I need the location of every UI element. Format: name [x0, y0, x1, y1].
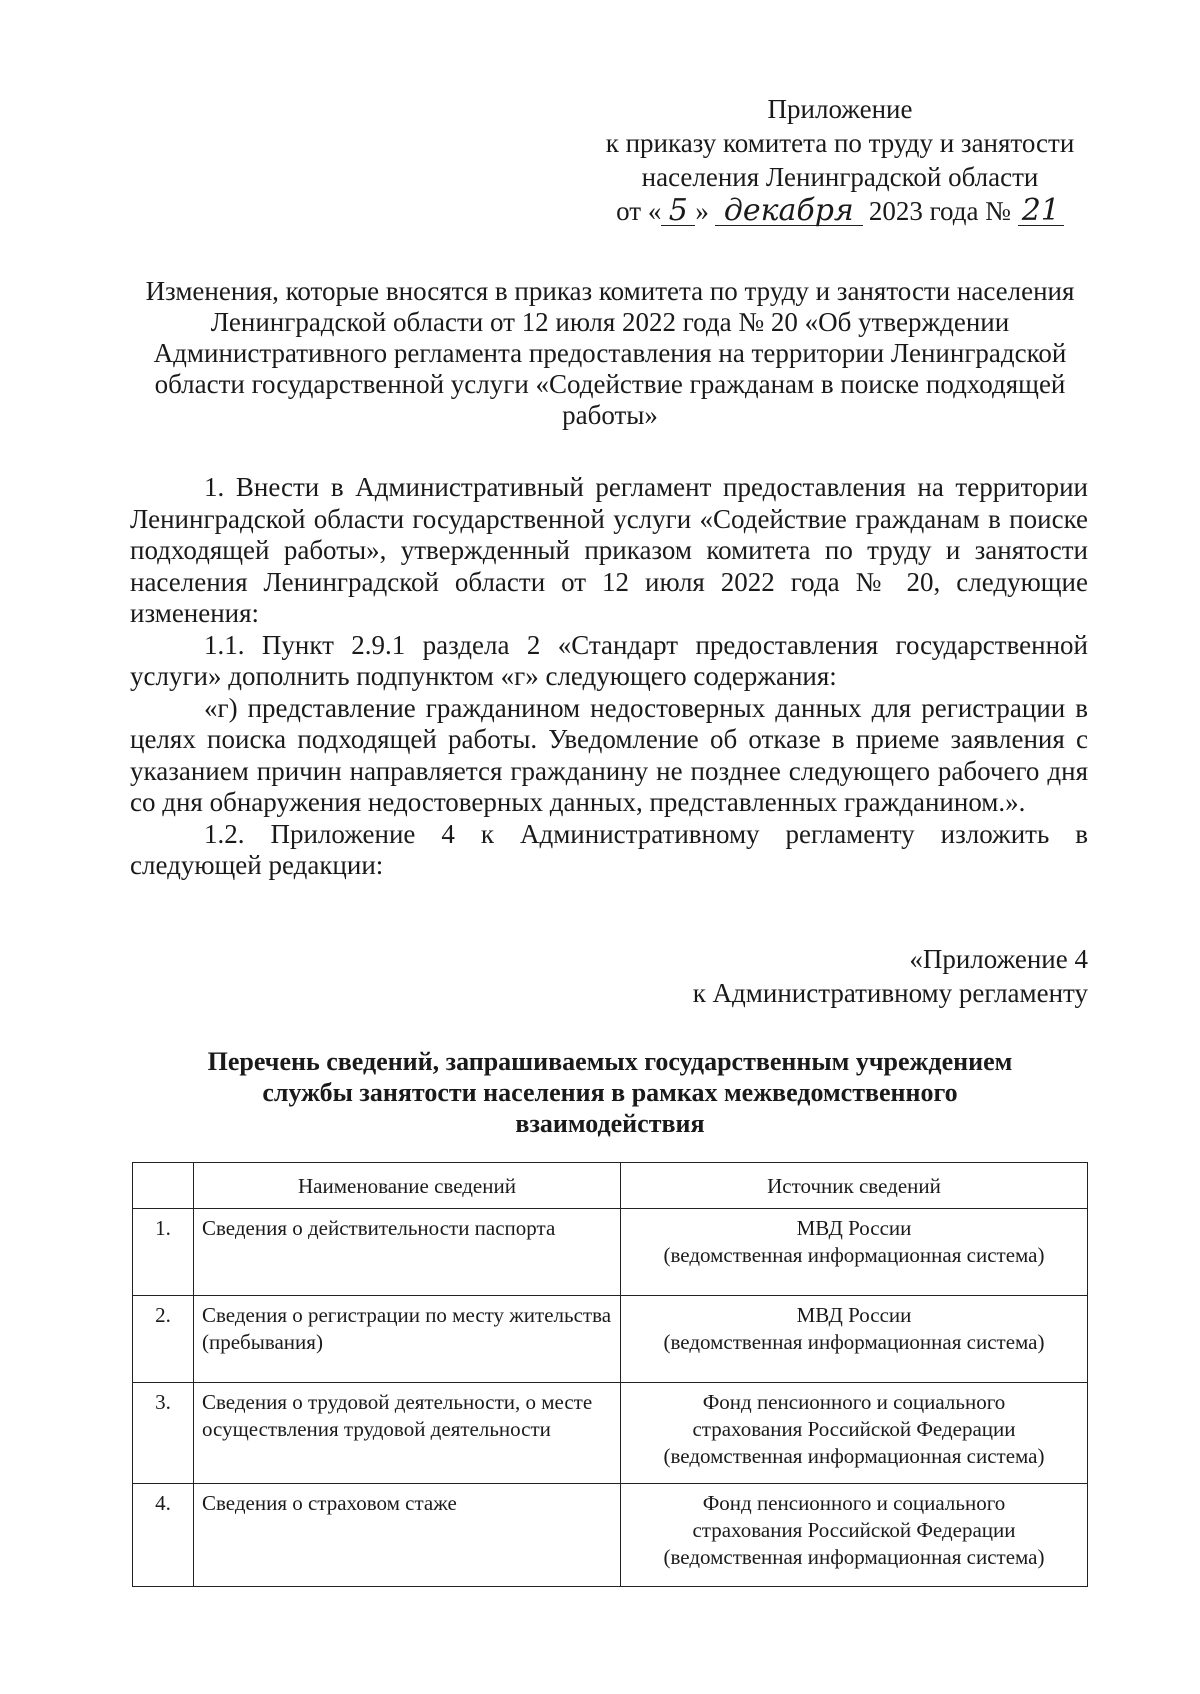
list-title-line: взаимодействия: [515, 1109, 705, 1138]
row-name: Сведения о трудовой деятельности, о месте осуществления трудовой деятельности: [194, 1383, 621, 1484]
info-table: [132, 1162, 1088, 1587]
source-line: (ведомственная информационная система): [663, 1243, 1045, 1267]
appendix-order-line: к приказу комитета по труду и занятости: [605, 128, 1075, 158]
row-name: Сведения о страховом стаже: [194, 1484, 621, 1587]
date-year: 2023 года №: [868, 196, 1011, 226]
row-source: [621, 1484, 1088, 1587]
source-line: МВД России: [796, 1303, 912, 1327]
row-name: Сведения о регистрации по месту жительства (пребывания): [194, 1296, 621, 1383]
document-title: Изменения, которые вносятся в приказ комитета по труду и занятости населения Ленинградской области от 12 июля 2022 года № 20 «Об утверждении Административного регламента предоставления на территории Ленинградской области государственной услуги «Содействие гражданам в поиске подходящей работы»: [145, 276, 1075, 430]
handwritten-month: декабря: [715, 197, 863, 226]
paragraph-1-1: 1.1. Пункт 2.9.1 раздела 2 «Стандарт предоставления государственной услуги» дополнить подпунктом «г» следующего содержания:: [130, 629, 1088, 691]
info-table-wrapper: [132, 1162, 1088, 1587]
source-line: Фонд пенсионного и социального: [702, 1390, 1006, 1414]
row-source: [621, 1209, 1088, 1296]
date-mid: »: [695, 196, 709, 226]
table-row: [133, 1209, 1088, 1296]
row-name: Сведения о действительности паспорта: [194, 1209, 621, 1296]
header-name: Наименование сведений: [194, 1163, 621, 1209]
row-number: 4.: [133, 1484, 194, 1587]
header-source: Источник сведений: [621, 1163, 1088, 1209]
table-row: [133, 1484, 1088, 1587]
table-row: [133, 1296, 1088, 1383]
table-header-row: [133, 1163, 1088, 1209]
row-number: 2.: [133, 1296, 194, 1383]
sub-appendix-label: «Приложение 4: [909, 944, 1088, 974]
handwritten-day: 5: [661, 197, 695, 226]
appendix-date-line: [560, 194, 1120, 228]
handwritten-order-number: 21: [1018, 197, 1064, 226]
sub-appendix-header: [560, 942, 1088, 1010]
body-text: [130, 472, 1088, 882]
paragraph-subitem-g: «г) представление гражданином недостоверных данных для регистрации в целях поиска подходящей работы. Уведомление об отказе в приеме заявления с указанием причин направляется гражданину не позднее следующего рабочего дня со дня обнаружения недостоверных данных, представленных гражданином.».: [130, 692, 1088, 817]
row-number: 1.: [133, 1209, 194, 1296]
appendix-header: [560, 92, 1120, 228]
source-line: (ведомственная информационная система): [663, 1330, 1045, 1354]
appendix-region-line: населения Ленинградской области: [641, 162, 1039, 192]
list-title: [130, 1046, 1090, 1139]
date-prefix: от «: [616, 196, 662, 226]
row-source: [621, 1296, 1088, 1383]
header-num: [133, 1163, 194, 1209]
sub-appendix-ref: к Административному регламенту: [692, 978, 1088, 1008]
source-line: страхования Российской Федерации: [692, 1417, 1016, 1441]
source-line: МВД России: [796, 1216, 912, 1240]
appendix-label: Приложение: [767, 94, 913, 124]
source-line: страхования Российской Федерации: [692, 1518, 1016, 1542]
paragraph-1: 1. Внести в Административный регламент предоставления на территории Ленинградской области государственной услуги «Содействие гражданам в поиске подходящей работы», утвержденный приказом комитета по труду и занятости населения Ленинградской области от 12 июля 2022 года № 20, следующие изменения:: [130, 472, 1088, 628]
table-row: [133, 1383, 1088, 1484]
list-title-line: Перечень сведений, запрашиваемых государственным учреждением: [207, 1047, 1013, 1076]
source-line: Фонд пенсионного и социального: [702, 1491, 1006, 1515]
source-line: (ведомственная информационная система): [663, 1444, 1045, 1468]
list-title-line: службы занятости населения в рамках межведомственного: [262, 1078, 958, 1107]
source-line: (ведомственная информационная система): [663, 1545, 1045, 1569]
paragraph-1-2: 1.2. Приложение 4 к Административному регламенту изложить в следующей редакции:: [130, 818, 1088, 880]
row-number: 3.: [133, 1383, 194, 1484]
row-source: [621, 1383, 1088, 1484]
